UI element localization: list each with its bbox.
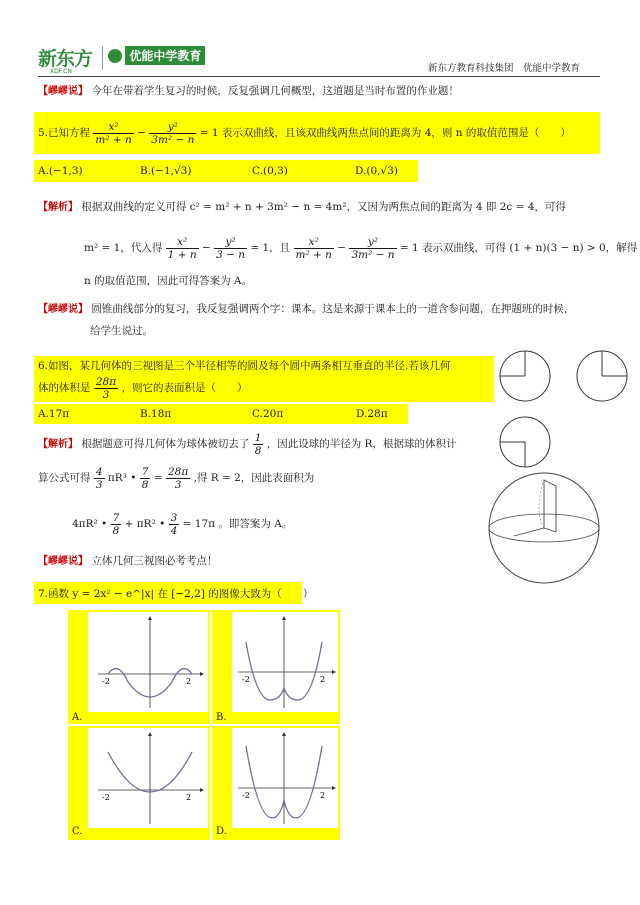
a6-l3a: 4πR² • [72, 518, 108, 530]
graph-a-xneg: -2 [102, 677, 110, 686]
a6-tag: 【解析】 [38, 439, 78, 450]
a5-frac1-num: x² [166, 236, 199, 249]
a6-line3 [72, 508, 292, 540]
a5-l1: 根据双曲线的定义可得 c² = m² + n + 3m² − n = 4m²，又因为两焦点间的距离为 4 即 2c = 4，可得 [81, 201, 566, 213]
intro-line [38, 82, 459, 98]
graph-d-xneg: -2 [242, 791, 250, 800]
header-org: 新东方教育科技集团 优能中学教育 [428, 63, 581, 74]
q5-minus: − [137, 127, 146, 139]
xdf-logo-sub: XDF.CN [50, 68, 72, 75]
q5-frac-x-num: x² [93, 121, 133, 134]
sphere-diagram [474, 470, 614, 586]
a5-tag: 【解析】 [38, 202, 78, 213]
a5-line3: n 的取值范围，因此可得答案为 A。 [84, 275, 253, 287]
a5-frac2-den: 3 − n [216, 248, 246, 261]
graph-d-xpos: 2 [320, 791, 326, 800]
q5-frac-x-den: m² + n [95, 133, 132, 146]
a6-cut-den: 8 [254, 444, 262, 457]
a6-r-den: 3 [174, 478, 182, 491]
a6-k-frac [94, 466, 105, 491]
a6-s2-num: 3 [170, 511, 178, 524]
graph-d [232, 728, 338, 828]
c5-l1: 圆锥曲线部分的复习，我反复强调两个字：课本。这是来源于课本上的一道含参问题，在押题班的时候， [91, 303, 575, 315]
a6-l1b: ，因此设球的半径为 R，根据球的体积计 [266, 438, 457, 450]
header [38, 44, 598, 74]
front-view [500, 351, 550, 401]
a6-s1-den: 8 [112, 524, 120, 537]
q5-prefix: 5.已知方程 [38, 127, 91, 139]
a6-cut-frac [253, 432, 264, 457]
a6-line2 [38, 462, 314, 494]
xdf-logo-text: 新东方 [38, 48, 93, 70]
a6-l2c: = [153, 472, 163, 484]
a6-l2a: 算公式可得 [38, 472, 91, 484]
c5-line1 [38, 300, 574, 316]
a5-frac4-num: y² [349, 236, 396, 249]
a5-frac4-den: 3m² − n [351, 248, 395, 261]
a6-s1-frac [111, 512, 122, 537]
a5-line2 [84, 230, 637, 266]
a6-line1 [38, 428, 456, 461]
a5-frac3-num: x² [294, 236, 334, 249]
c5-line2: 给学生说过。 [90, 325, 153, 337]
q6-vol-frac [94, 376, 118, 401]
c6-line [38, 552, 217, 568]
a6-k-num: 4 [95, 465, 103, 478]
q6-vol-num: 28π [95, 375, 117, 388]
graph-a-label: A. [72, 712, 83, 723]
a6-p-den: 8 [141, 478, 149, 491]
q5-frac-y-den: 3m² − n [151, 133, 195, 146]
a5-frac1 [166, 236, 199, 261]
side-view [577, 351, 627, 401]
graph-b-label: B. [216, 712, 227, 723]
youneng-logo [108, 46, 205, 65]
q5-frac-x [93, 121, 133, 146]
c6-tag: 【嵺嵺说】 [38, 556, 88, 567]
a5-minus1: − [201, 242, 211, 254]
a6-p-frac [140, 466, 151, 491]
a5-l2c: = 1 表示双曲线，可得 (1 + n)(3 − n) > 0，解得 [399, 242, 638, 254]
a6-s2-den: 4 [170, 524, 178, 537]
graph-c [88, 728, 208, 828]
q5-option-d: D.(0,√3) [355, 165, 398, 177]
xdf-logo [38, 44, 92, 75]
a6-cut-num: 1 [254, 431, 262, 444]
top-view [500, 417, 550, 467]
q6-option-b: B.18π [140, 408, 172, 420]
q5-frac-y-num: y² [149, 121, 196, 134]
graph-b-xneg: -2 [242, 675, 250, 684]
q6-option-a: A.17π [38, 408, 70, 420]
a6-k-den: 3 [95, 478, 103, 491]
q6-line2 [38, 374, 247, 402]
a5-frac3 [294, 236, 334, 261]
graph-c-label: C. [72, 826, 83, 837]
intro-tag: 【嵺嵺说】 [38, 86, 88, 97]
a6-r-frac [166, 466, 190, 491]
q5-suffix: = 1 表示双曲线，且该双曲线两焦点间的距离为 4，则 n 的取值范围是（ ） [199, 127, 571, 139]
intro-text: 今年在带着学生复习的时候，反复强调几何概型，这道题是当时布置的作业题！ [91, 85, 459, 97]
a6-l3c: = 17π 。即答案为 A。 [182, 518, 293, 530]
a6-s2-frac [169, 512, 180, 537]
q7-stem: 7.函数 y = 2x² − e^|x| 在 [−2,2] 的图像大致为（ ） [38, 588, 314, 600]
q6-option-d: D.28π [356, 408, 388, 420]
q6-vol-den: 3 [102, 388, 110, 401]
q6-options-box [34, 404, 408, 424]
a6-l1a: 根据题意可得几何体为球体被切去了 [81, 438, 250, 450]
a5-frac2 [214, 236, 247, 261]
graph-a [88, 612, 208, 712]
youneng-logo-text: 优能中学教育 [125, 46, 205, 65]
a5-line1 [38, 198, 566, 214]
c6-text: 立体几何三视图必考考点！ [91, 555, 218, 567]
a6-l2b: πR³ • [107, 472, 137, 484]
graph-a-xpos: 2 [186, 677, 192, 686]
q6-l2a: 体的体积是 [38, 382, 91, 394]
youneng-logo-icon [108, 49, 122, 63]
c5-tag: 【嵺嵺说】 [38, 304, 88, 315]
a6-p-num: 7 [141, 465, 149, 478]
a5-frac3-den: m² + n [295, 248, 332, 261]
q5-option-b: B.(−1,√3) [140, 165, 192, 177]
a5-minus2: − [337, 242, 347, 254]
q6-line1: 6.如图，某几何体的三视图是三个半径相等的圆及每个圆中两条相互垂直的半径.若该几何 [38, 360, 451, 372]
q6-option-c: C.20π [252, 408, 284, 420]
q5-frac-y [149, 121, 196, 146]
a5-frac4 [349, 236, 396, 261]
graph-c-xpos: 2 [186, 793, 192, 802]
a5-frac1-den: 1 + n [167, 248, 197, 261]
three-view-diagram [498, 346, 638, 472]
header-divider [102, 46, 103, 70]
a6-l2d: ,得 R = 2，因此表面积为 [193, 472, 315, 484]
a5-l2b: = 1，且 [250, 242, 291, 254]
graph-b-xpos: 2 [320, 675, 326, 684]
a6-s1-num: 7 [112, 511, 120, 524]
header-rule [38, 76, 600, 77]
a6-l3b: + πR² • [124, 518, 166, 530]
a5-l2a: m² = 1，代入得 [84, 242, 163, 254]
graph-d-label: D. [216, 826, 227, 837]
a5-frac2-num: y² [214, 236, 247, 249]
graph-c-xneg: -2 [102, 793, 110, 802]
graph-b [232, 612, 338, 712]
q6-l2b: ，则它的表面积是（ ） [121, 382, 248, 394]
a6-r-num: 28π [167, 465, 189, 478]
q5-option-c: C.(0,3) [252, 165, 288, 177]
q5-stem [38, 114, 571, 152]
q5-option-a: A.(−1,3) [38, 165, 83, 177]
